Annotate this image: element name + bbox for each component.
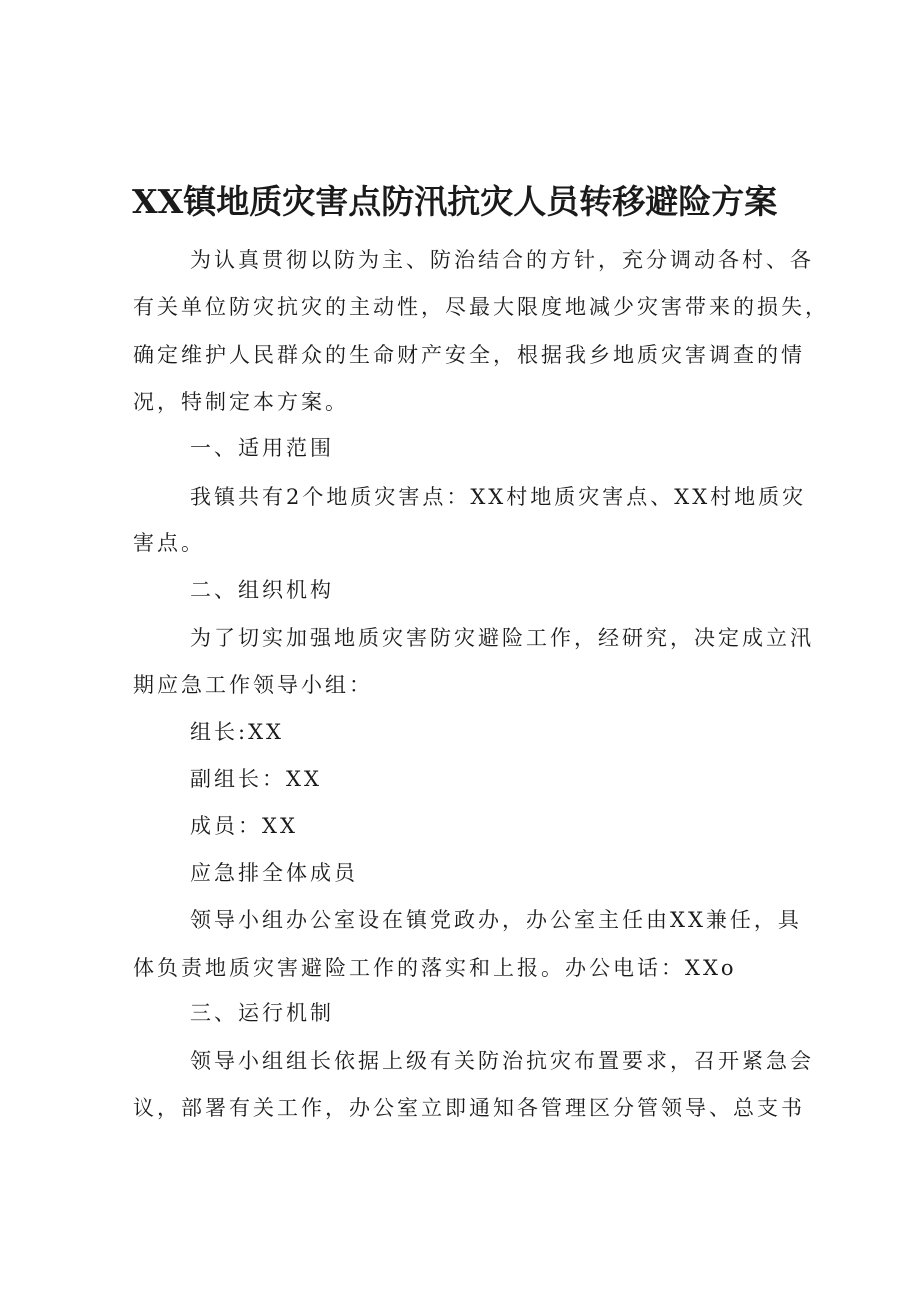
body-line: 为了切实加强地质灾害防灾避险工作，经研究，决定成立汛 [190,626,814,650]
section-heading: 二、组织机构 [190,578,334,602]
body-line: 体负责地质灾害避险工作的落实和上报。办公电话：XXo [133,956,737,980]
section-heading: 三、运行机制 [190,1001,334,1025]
document-title: XX镇地质灾害点防汛抗灾人员转移避险方案 [132,182,778,221]
body-line: 期应急工作领导小组： [133,673,373,697]
section-heading: 一、适用范围 [190,436,334,460]
body-line: 议，部署有关工作，办公室立即通知各管理区分管领导、总支书 [133,1096,805,1120]
body-line: 副组长：XX [190,767,322,791]
body-line: 领导小组办公室设在镇党政办，办公室主任由XX兼任，具 [190,908,802,932]
body-line: 我镇共有2个地质灾害点：XX村地质灾害点、XX村地质灾 [190,485,807,509]
body-line: 领导小组组长依据上级有关防治抗灾布置要求，召开紧急会 [190,1049,814,1073]
body-line: 组长:XX [190,720,284,744]
body-line: 有关单位防灾抗灾的主动性，尽最大限度地减少灾害带来的损失， [133,295,829,319]
body-line: 况，特制定本方案。 [133,390,349,414]
body-line: 害点。 [133,531,205,555]
body-line: 应急排全体成员 [190,861,358,885]
body-line: 确定维护人民群众的生命财产安全，根据我乡地质灾害调查的情 [133,343,805,367]
body-line: 成员：XX [190,814,298,838]
body-line: 为认真贯彻以防为主、防治结合的方针，充分调动各村、各 [190,248,814,272]
